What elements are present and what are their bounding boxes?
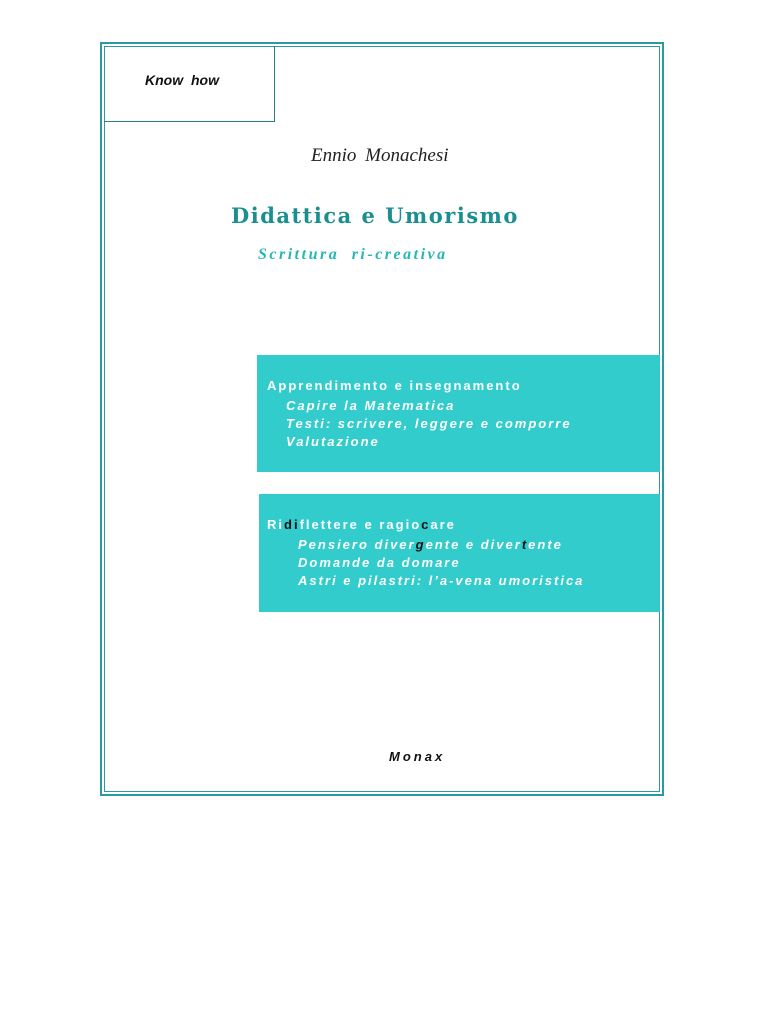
- section-panel-reflection: [259, 494, 660, 612]
- panel-heading: [267, 517, 456, 532]
- book-title: Didattica e Umorismo: [231, 203, 519, 228]
- panel-list-item: Valutazione: [286, 434, 380, 449]
- author-name: Ennio Monachesi: [311, 145, 449, 166]
- panel-heading: Apprendimento e insegnamento: [267, 378, 522, 393]
- panel-list-item: [298, 537, 563, 552]
- series-label: Know how: [145, 72, 219, 88]
- heading-highlight: c: [421, 517, 431, 532]
- panel-list-item: Testi: scrivere, leggere e comporre: [286, 416, 572, 431]
- item-highlight: t: [521, 537, 529, 552]
- item-part: ente: [528, 537, 563, 552]
- heading-part: Ri: [267, 517, 284, 532]
- panel-list-item: Astri e pilastri: l’a-vena umoristica: [298, 573, 585, 588]
- panel-list-item: Capire la Matematica: [286, 398, 456, 413]
- heading-part: flettere e ragio: [299, 517, 422, 532]
- book-subtitle: Scrittura ri-creativa: [258, 246, 448, 263]
- item-highlight: g: [415, 537, 426, 552]
- panel-list-item: Domande da domare: [298, 555, 461, 570]
- heading-highlight: di: [284, 517, 300, 532]
- item-part: ente e diver: [425, 537, 522, 552]
- heading-part: are: [430, 517, 456, 532]
- section-panel-learning: [257, 355, 660, 472]
- publisher-name: Monax: [389, 749, 446, 764]
- item-part: Pensiero diver: [298, 537, 416, 552]
